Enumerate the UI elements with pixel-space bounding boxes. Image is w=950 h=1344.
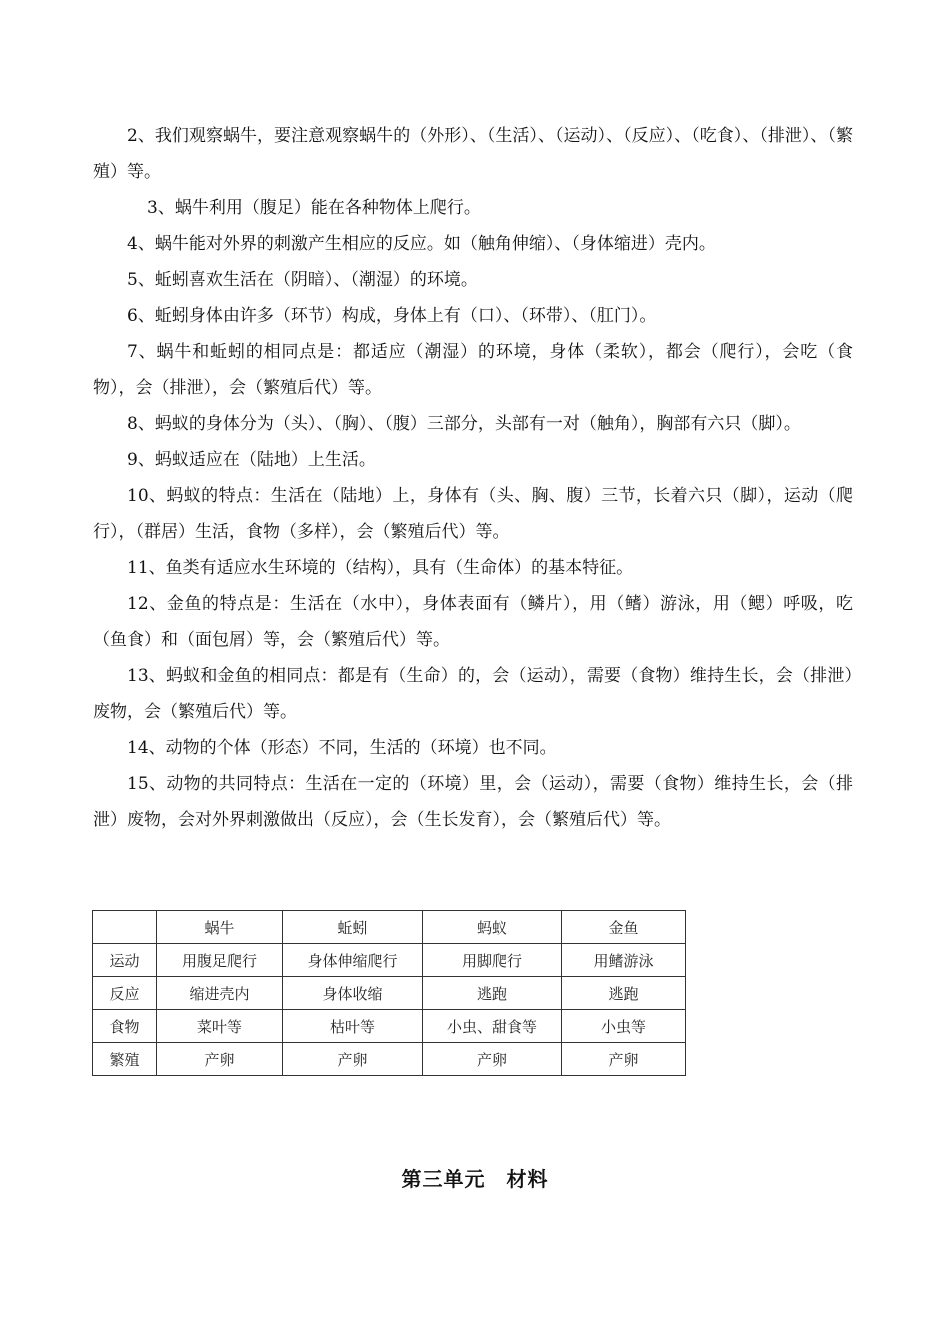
note-paragraph: 13、蚂蚁和金鱼的相同点：都是有（生命）的，会（运动），需要（食物）维持生长，会（排泄）废物，会（繁殖后代）等。 bbox=[93, 666, 853, 722]
table-row bbox=[93, 977, 686, 1010]
table-header-cell: 金鱼 bbox=[562, 911, 686, 944]
table-cell: 产卵 bbox=[283, 1043, 423, 1076]
table-cell: 菜叶等 bbox=[157, 1010, 283, 1043]
animal-comparison-table bbox=[92, 910, 686, 1076]
note-paragraph: 7、蜗牛和蚯蚓的相同点是：都适应（潮湿）的环境，身体（柔软），都会（爬行），会吃（食物），会（排泄），会（繁殖后代）等。 bbox=[93, 342, 853, 398]
table-row bbox=[93, 1043, 686, 1076]
note-paragraph: 2、我们观察蜗牛，要注意观察蜗牛的（外形）、（生活）、（运动）、（反应）、（吃食）、（排泄）、（繁殖）等。 bbox=[93, 126, 853, 182]
table-cell: 逃跑 bbox=[562, 977, 686, 1010]
table-cell: 用鳍游泳 bbox=[562, 944, 686, 977]
note-paragraph: 14、动物的个体（形态）不同，生活的（环境）也不同。 bbox=[127, 738, 557, 758]
notes-list bbox=[93, 118, 853, 838]
table-header-cell: 蚂蚁 bbox=[423, 911, 562, 944]
table-header-row bbox=[93, 911, 686, 944]
table-cell: 身体收缩 bbox=[283, 977, 423, 1010]
table-cell: 反应 bbox=[93, 977, 157, 1010]
table-cell: 逃跑 bbox=[423, 977, 562, 1010]
table-cell: 产卵 bbox=[423, 1043, 562, 1076]
table-cell: 产卵 bbox=[562, 1043, 686, 1076]
table-cell: 食物 bbox=[93, 1010, 157, 1043]
animal-comparison-table-wrap bbox=[92, 910, 686, 1076]
note-paragraph: 5、蚯蚓喜欢生活在（阴暗）、（潮湿）的环境。 bbox=[127, 270, 478, 290]
note-paragraph: 8、蚂蚁的身体分为（头）、（胸）、（腹）三部分，头部有一对（触角），胸部有六只（脚）。 bbox=[127, 414, 801, 434]
table-header-cell: 蜗牛 bbox=[157, 911, 283, 944]
table-cell: 产卵 bbox=[157, 1043, 283, 1076]
table-header-cell bbox=[93, 911, 157, 944]
table-cell: 运动 bbox=[93, 944, 157, 977]
note-paragraph: 4、蜗牛能对外界的刺激产生相应的反应。如（触角伸缩）、（身体缩进）壳内。 bbox=[127, 234, 716, 254]
table-cell: 枯叶等 bbox=[283, 1010, 423, 1043]
note-paragraph: 6、蚯蚓身体由许多（环节）构成，身体上有（口）、（环带）、（肛门）。 bbox=[127, 306, 657, 326]
note-paragraph: 15、动物的共同特点：生活在一定的（环境）里，会（运动），需要（食物）维持生长，会（排泄）废物，会对外界刺激做出（反应），会（生长发育），会（繁殖后代）等。 bbox=[93, 774, 853, 830]
note-paragraph: 11、鱼类有适应水生环境的（结构），具有（生命体）的基本特征。 bbox=[127, 558, 634, 578]
table-cell: 用脚爬行 bbox=[423, 944, 562, 977]
note-paragraph: 10、蚂蚁的特点：生活在（陆地）上，身体有（头、胸、腹）三节，长着六只（脚），运动（爬行），（群居）生活，食物（多样），会（繁殖后代）等。 bbox=[93, 486, 853, 542]
table-cell: 小虫、甜食等 bbox=[423, 1010, 562, 1043]
note-paragraph: 3、蜗牛利用（腹足）能在各种物体上爬行。 bbox=[147, 198, 481, 218]
table-cell: 身体伸缩爬行 bbox=[283, 944, 423, 977]
note-paragraph: 12、金鱼的特点是：生活在（水中），身体表面有（鳞片），用（鳍）游泳，用（鳃）呼吸，吃（鱼食）和（面包屑）等，会（繁殖后代）等。 bbox=[93, 594, 853, 650]
section-heading: 第三单元 材料 bbox=[401, 1167, 549, 1191]
table-cell: 缩进壳内 bbox=[157, 977, 283, 1010]
note-paragraph: 9、蚂蚁适应在（陆地）上生活。 bbox=[127, 450, 376, 470]
table-cell: 小虫等 bbox=[562, 1010, 686, 1043]
table-cell: 繁殖 bbox=[93, 1043, 157, 1076]
table-row bbox=[93, 944, 686, 977]
table-cell: 用腹足爬行 bbox=[157, 944, 283, 977]
table-header-cell: 蚯蚓 bbox=[283, 911, 423, 944]
table-row bbox=[93, 1010, 686, 1043]
